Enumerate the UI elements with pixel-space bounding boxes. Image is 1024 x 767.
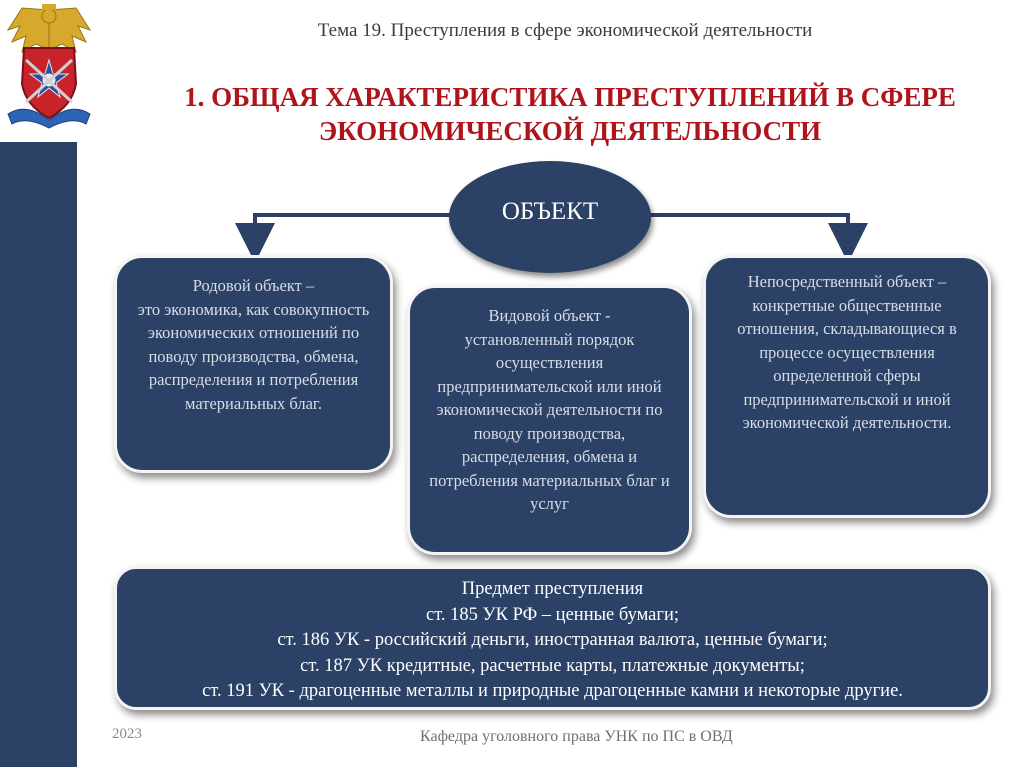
footer-year: 2023	[112, 726, 142, 742]
specific-object-box	[407, 285, 692, 555]
subject-line-186: ст. 186 УК - российский деньги, иностранная валюта, ценные бумаги;	[277, 630, 828, 650]
subject-line-185: ст. 185 УК РФ – ценные бумаги;	[426, 604, 679, 625]
generic-object-head: Родовой объект –	[192, 276, 315, 295]
crime-subject-title: Предмет преступления	[461, 579, 644, 599]
subject-line-191: ст. 191 УК - драгоценные металлы и природные драгоценные камни и некоторые другие.	[202, 681, 903, 701]
direct-object-body: конкретные общественные отношения, складывающиеся в процессе осуществления определенной сферы предпринимательской и иной экономической деятельности.	[737, 295, 957, 432]
direct-object-head: Непосредственный объект –	[747, 272, 947, 291]
title-line-2: ЭКОНОМИЧЕСКОЙ ДЕЯТЕЛЬНОСТИ	[318, 116, 822, 146]
footer-department: Кафедра уголовного права УНК по ПС в ОВД	[420, 728, 733, 745]
title-line-1: 1. ОБЩАЯ ХАРАКТЕРИСТИКА ПРЕСТУПЛЕНИЙ В СФЕРЕ	[184, 82, 956, 112]
object-root-node	[449, 161, 651, 273]
generic-object-body: это экономика, как совокупность экономических отношений по поводу производства, обмена, распределения и потребления материальных благ.	[137, 299, 370, 413]
connector-right	[648, 215, 848, 243]
subject-line-187: ст. 187 УК кредитные, расчетные карты, платежные документы;	[300, 655, 805, 676]
topic-heading: Тема 19. Преступления в сфере экономической деятельности	[317, 20, 813, 41]
specific-object-body: установленный порядок осуществления предпринимательской или иной экономической деятельности по поводу производства, распределения, обмена и потребления материальных благ и услуг	[429, 329, 670, 513]
generic-object-box	[114, 255, 393, 473]
direct-object-box	[703, 255, 991, 518]
crime-subject-box	[114, 566, 991, 710]
connector-left	[255, 215, 452, 243]
object-root-label: ОБЪЕКТ	[501, 198, 599, 225]
specific-object-head: Видовой объект -	[488, 306, 611, 325]
